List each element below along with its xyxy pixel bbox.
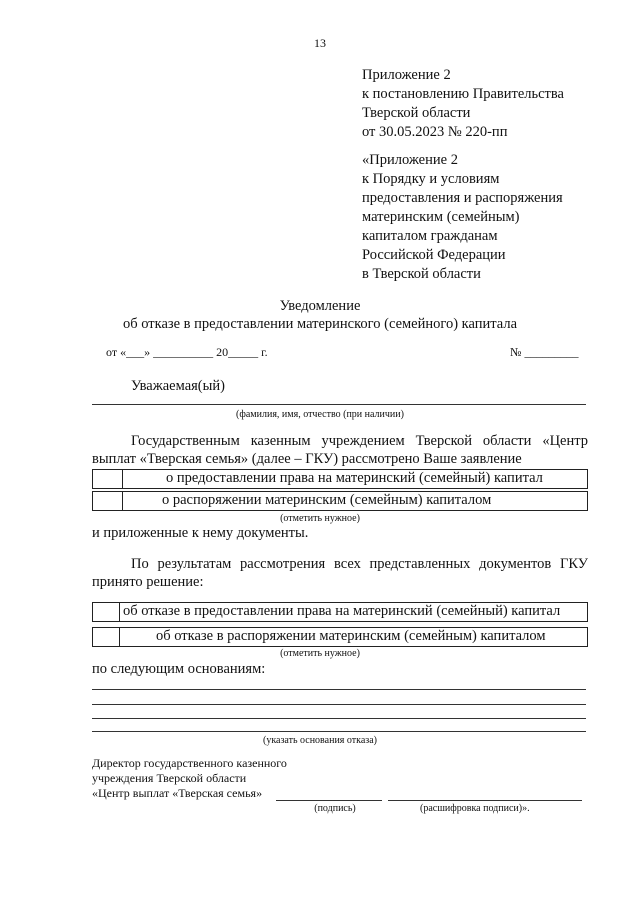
fio-caption: (фамилия, имя, отчество (при наличии)	[236, 409, 404, 420]
header-line: Российской Федерации	[362, 247, 506, 263]
grounds-label: по следующим основаниям:	[92, 661, 266, 677]
checkbox-divider	[122, 491, 123, 511]
signer-line: «Центр выплат «Тверская семья»	[92, 786, 263, 800]
signer-block	[92, 756, 287, 801]
para1-line1: Государственным казенным учреждением Тверской области «Центр	[131, 433, 588, 449]
doc-title: Уведомление	[279, 298, 361, 314]
header-line: к постановлению Правительства	[362, 86, 564, 102]
grounds-line	[92, 704, 586, 705]
sign-caption: (подпись)	[314, 803, 356, 814]
signature-line	[276, 800, 382, 801]
mark-caption: (отметить нужное)	[280, 648, 360, 659]
para1-end: и приложенные к нему документы.	[92, 525, 309, 541]
para2-line2: принято решение:	[92, 574, 204, 590]
header-line: «Приложение 2	[362, 152, 458, 168]
option-label: о предоставлении права на материнский (семейный) капитал	[166, 470, 543, 486]
option-label: об отказе в распоряжении материнским (семейным) капиталом	[156, 628, 546, 644]
page-number: 13	[314, 36, 326, 50]
grounds-caption: (указать основания отказа)	[262, 735, 377, 746]
grounds-line	[92, 718, 586, 719]
grounds-line	[92, 689, 586, 690]
header-line: предоставления и распоряжения	[362, 190, 563, 206]
checkbox-divider	[119, 602, 120, 622]
number-line: № _________	[510, 345, 579, 359]
decode-caption: (расшифровка подписи)».	[420, 803, 530, 814]
checkbox-divider	[119, 627, 120, 647]
signer-line: Директор государственного казенного	[92, 756, 287, 770]
header-line: материнским (семейным)	[362, 209, 520, 225]
para2-line1: По результатам рассмотрения всех представленных документов ГКУ	[131, 556, 588, 572]
header-line: в Тверской области	[362, 266, 481, 282]
header-line: Тверской области	[362, 105, 471, 121]
header-line: от 30.05.2023 № 220-пп	[362, 124, 508, 140]
header-line: Приложение 2	[362, 67, 451, 83]
name-line	[388, 800, 582, 801]
salutation: Уважаемая(ый)	[131, 378, 225, 394]
mark-caption: (отметить нужное)	[280, 513, 360, 524]
para1-line2: выплат «Тверская семья» (далее – ГКУ) рассмотрено Ваше заявление	[92, 451, 522, 467]
date-line: от «___» __________ 20_____ г.	[106, 345, 268, 359]
doc-subtitle: об отказе в предоставлении материнского (семейного) капитала	[122, 316, 518, 332]
appendix-header	[362, 66, 564, 142]
option-label: об отказе в предоставлении права на материнский (семейный) капитал	[123, 603, 561, 619]
checkbox-divider	[122, 469, 123, 489]
fio-line	[92, 404, 586, 405]
grounds-line	[92, 731, 586, 732]
option-label: о распоряжении материнским (семейным) капиталом	[162, 492, 492, 508]
header-line: к Порядку и условиям	[362, 171, 500, 187]
order-header	[362, 151, 563, 284]
header-line: капиталом гражданам	[362, 228, 498, 244]
signer-line: учреждения Тверской области	[92, 771, 247, 785]
